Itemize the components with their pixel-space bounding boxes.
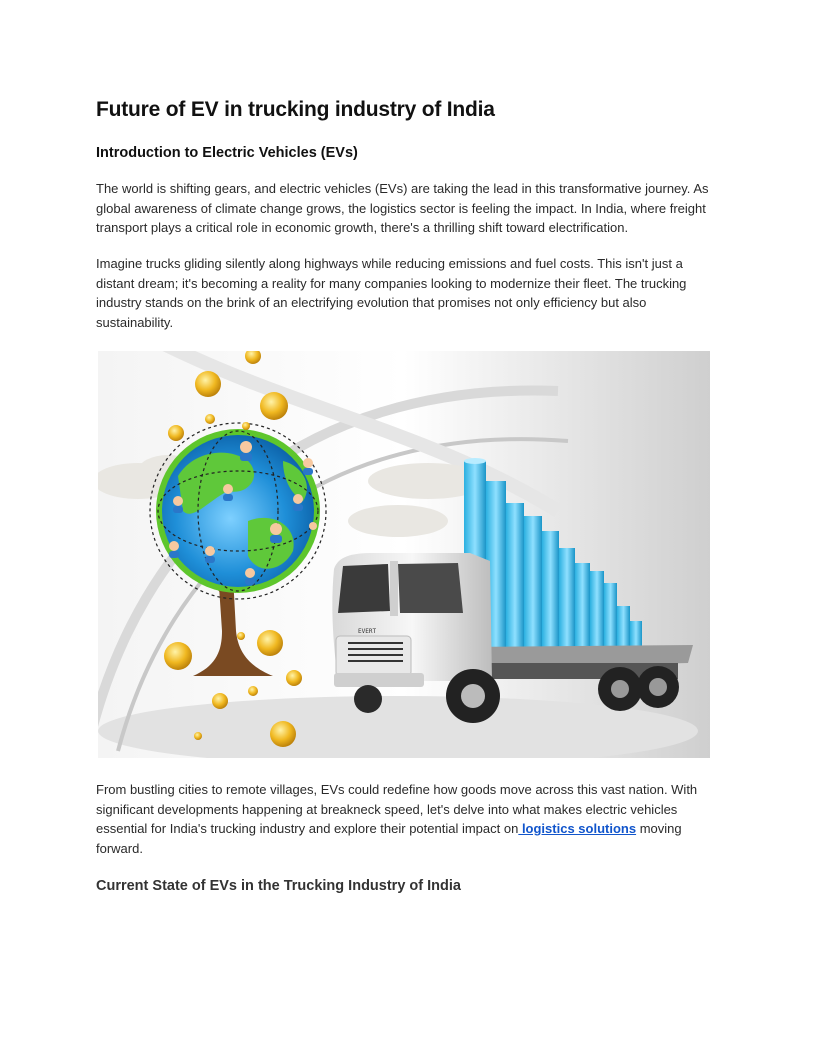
- truck-grille-text: EVERT: [358, 628, 377, 635]
- illustration-svg: [98, 351, 710, 758]
- paragraph-text: From bustling cities to remote villages, EVs could redefine how goods move across this vast nation. With significant developments happening at breakneck speed, let's delve into what makes electric vehicles essential for India's trucking industry and explore their potential impact on: [96, 782, 698, 837]
- paragraph-intro-1: The world is shifting gears, and electric vehicles (EVs) are taking the lead in this transformative journey. As global awareness of climate change grows, the logistics sector is feeling the impact. In India, where freight transport plays a critical role in economic growth, there's a thrilling shift toward electrification.: [96, 181, 709, 236]
- logistics-solutions-link[interactable]: logistics solutions: [518, 821, 637, 837]
- paragraph-text-tail: moving forward.: [96, 821, 682, 856]
- section-heading-intro: Introduction to Electric Vehicles (EVs): [96, 145, 358, 161]
- paragraph-intro-3: [96, 780, 714, 858]
- section-heading-current-state: Current State of EVs in the Trucking Industry of India: [96, 878, 461, 894]
- page-title: Future of EV in trucking industry of India: [96, 98, 495, 121]
- ev-truck-illustration: [98, 351, 710, 758]
- paragraph-intro-2: Imagine trucks gliding silently along highways while reducing emissions and fuel costs. This isn't just a distant dream; it's becoming a reality for many companies looking to modernize their fleet. The trucking industry stands on the brink of an electrifying evolution that promises not only efficiency but also sustainability.: [96, 256, 687, 330]
